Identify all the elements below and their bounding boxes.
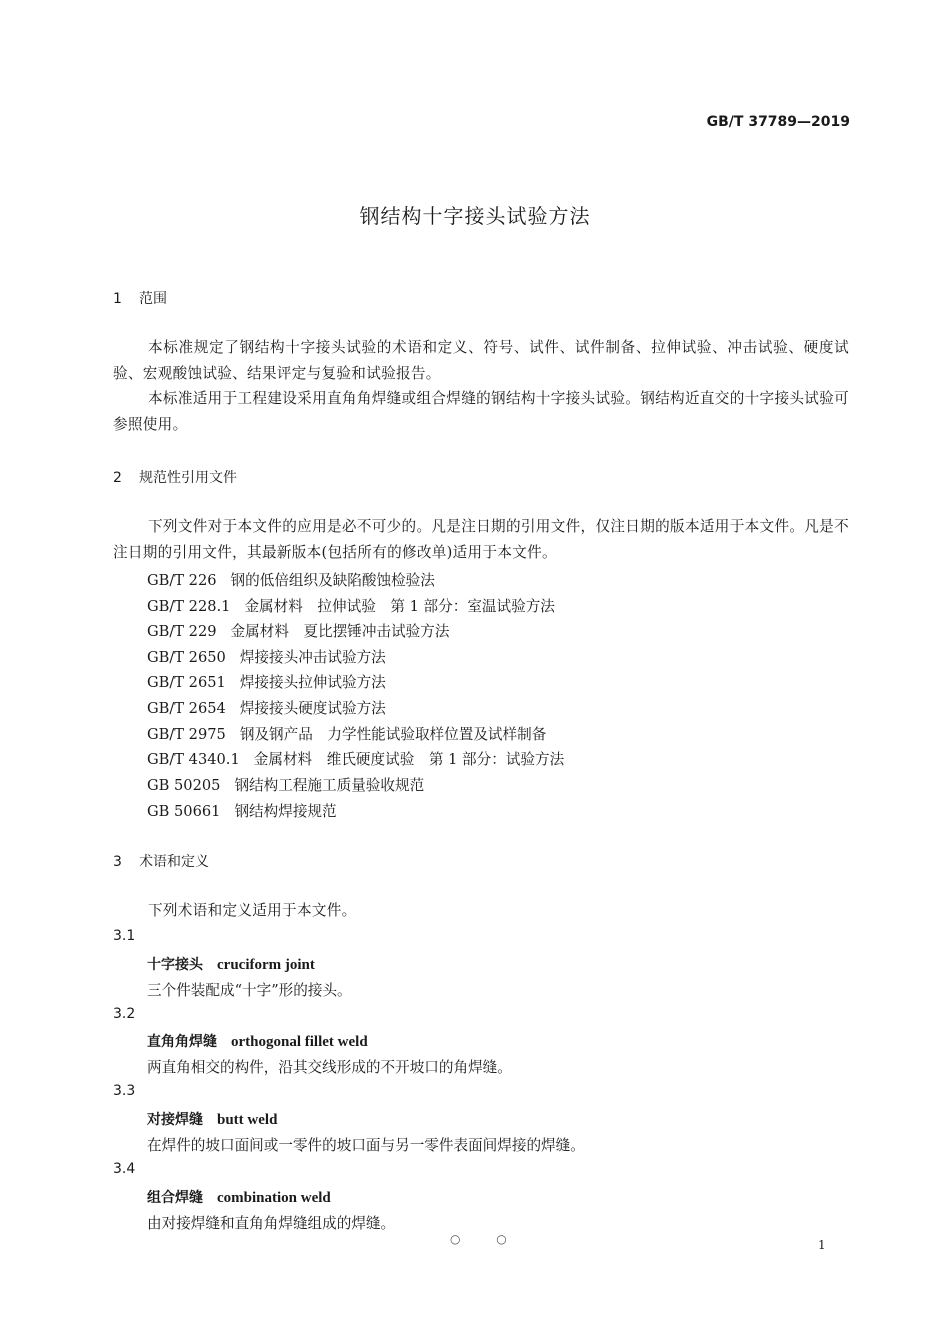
reference-item	[147, 697, 386, 718]
term-en: cruciform joint	[217, 957, 315, 973]
term-definition: 由对接焊缝和直角角焊缝组成的焊缝。	[147, 1215, 396, 1232]
term-zh: 十字接头	[147, 957, 203, 973]
reference-item	[147, 569, 435, 590]
reference-item	[147, 748, 564, 769]
section-number: 2	[113, 470, 122, 486]
section-3-heading	[113, 851, 209, 871]
reference-item	[147, 620, 449, 641]
reference-code: GB/T 2975	[147, 726, 226, 743]
reference-item	[147, 646, 386, 667]
reference-item	[147, 774, 424, 795]
term-en: orthogonal fillet weld	[231, 1034, 368, 1050]
reference-title: 钢的低倍组织及缺陷酸蚀检验法	[230, 572, 435, 589]
term-number: 3.4	[113, 1161, 136, 1177]
reference-title: 钢及钢产品 力学性能试验取样位置及试样制备	[239, 726, 547, 743]
terms-intro: 下列术语和定义适用于本文件。	[148, 902, 357, 919]
reference-title: 金属材料 拉伸试验 第 1 部分：室温试验方法	[244, 598, 555, 615]
document-title: 钢结构十字接头试验方法	[359, 204, 591, 228]
reference-title: 金属材料 夏比摆锤冲击试验方法	[230, 623, 450, 640]
reference-item	[147, 723, 546, 744]
normative-refs-intro: 下列文件对于本文件的应用是必不可少的。凡是注日期的引用文件，仅注日期的版本适用于本文件。凡是不注日期的引用文件，其最新版本(包括所有的修改单)适用于本文件。	[113, 518, 849, 561]
standard-code: GB/T 37789—2019	[706, 114, 850, 130]
term-en: butt weld	[217, 1112, 278, 1128]
reference-code: GB/T 229	[147, 623, 217, 640]
reference-title: 焊接接头硬度试验方法	[239, 700, 386, 717]
reference-code: GB 50661	[147, 803, 221, 820]
scope-paragraph-2: 本标准适用于工程建设采用直角角焊缝或组合焊缝的钢结构十字接头试验。钢结构近直交的十字接头试验可参照使用。	[113, 390, 849, 433]
term-heading	[147, 1109, 277, 1129]
reference-code: GB/T 228.1	[147, 598, 231, 615]
section-1-heading	[113, 288, 167, 308]
reference-title: 钢结构焊接规范	[234, 803, 337, 820]
reference-code: GB 50205	[147, 777, 221, 794]
term-zh: 对接焊缝	[147, 1112, 203, 1128]
term-definition: 三个件装配成“十字”形的接头。	[147, 982, 352, 999]
term-definition: 两直角相交的构件，沿其交线形成的不开坡口的角焊缝。	[147, 1059, 512, 1076]
reference-code: GB/T 2654	[147, 700, 226, 717]
reference-item	[147, 671, 386, 692]
section-title: 规范性引用文件	[139, 470, 237, 486]
scope-paragraph-1: 本标准规定了钢结构十字接头试验的术语和定义、符号、试件、试件制备、拉伸试验、冲击试验、硬度试验、宏观酸蚀试验、结果评定与复验和试验报告。	[113, 339, 849, 382]
reference-code: GB/T 2651	[147, 674, 226, 691]
section-number: 1	[113, 291, 122, 307]
reference-code: GB/T 2650	[147, 649, 226, 666]
section-number: 3	[113, 854, 122, 870]
term-number: 3.3	[113, 1083, 136, 1099]
footer-marks: ○ ○	[450, 1232, 523, 1246]
reference-title: 焊接接头冲击试验方法	[239, 649, 386, 666]
section-title: 范围	[139, 291, 167, 307]
term-number: 3.1	[113, 928, 136, 944]
page-number: 1	[818, 1238, 826, 1252]
reference-title: 金属材料 维氏硬度试验 第 1 部分：试验方法	[253, 751, 565, 768]
term-heading	[147, 1187, 331, 1207]
term-number: 3.2	[113, 1006, 136, 1022]
term-zh: 直角角焊缝	[147, 1034, 217, 1050]
term-heading	[147, 954, 315, 974]
term-heading	[147, 1031, 368, 1051]
term-definition: 在焊件的坡口面间或一零件的坡口面与另一零件表面间焊接的焊缝。	[147, 1137, 585, 1154]
reference-code: GB/T 226	[147, 572, 217, 589]
reference-title: 钢结构工程施工质量验收规范	[234, 777, 425, 794]
section-title: 术语和定义	[139, 854, 209, 870]
reference-title: 焊接接头拉伸试验方法	[239, 674, 386, 691]
section-2-heading	[113, 467, 237, 487]
reference-item	[147, 595, 555, 616]
reference-code: GB/T 4340.1	[147, 751, 240, 768]
term-zh: 组合焊缝	[147, 1190, 203, 1206]
term-en: combination weld	[217, 1190, 331, 1206]
reference-item	[147, 800, 337, 821]
